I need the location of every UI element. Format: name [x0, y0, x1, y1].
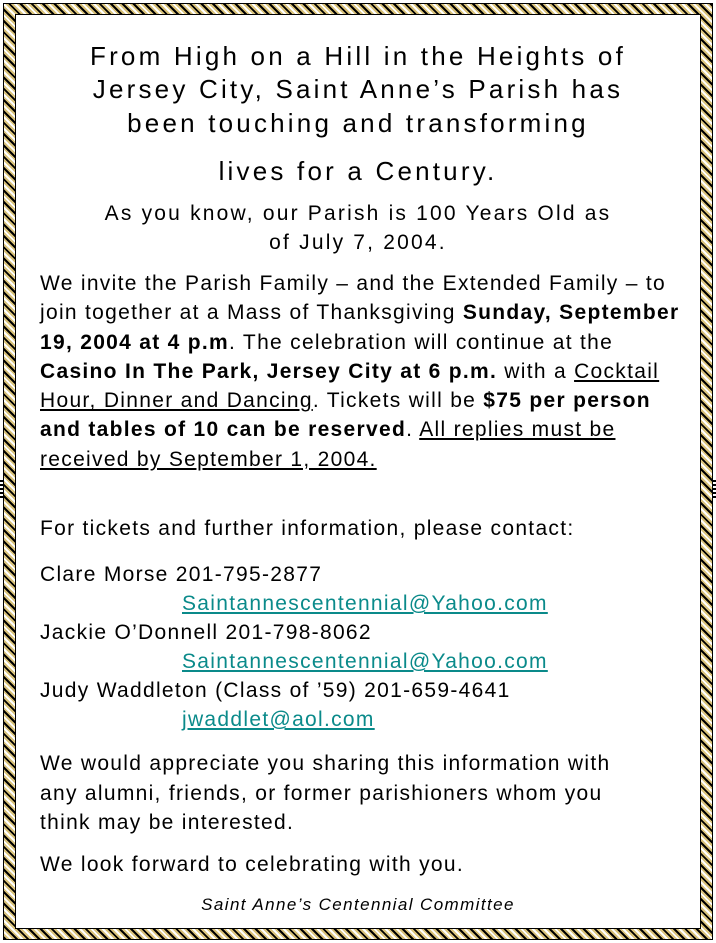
invitation-paragraph — [40, 269, 680, 474]
subhead-line-1: As you know, our Parish is 100 Years Old as — [104, 202, 612, 225]
closing-line: We look forward to celebrating with you. — [40, 853, 464, 876]
subhead-line-2: of July 7, 2004. — [269, 231, 447, 254]
invitation-intro: We invite the Parish Family – and the Extended Family – to join together at a Mass of Thanksgiving — [40, 272, 666, 325]
contact-2-email-link[interactable]: Saintannescentennial@Yahoo.com — [182, 650, 548, 673]
headline-line-4: lives for a Century. — [218, 156, 498, 186]
tickets-intro: . Tickets will be — [312, 389, 484, 413]
contact-1-email-link[interactable]: Saintannescentennial@Yahoo.com — [182, 592, 548, 615]
event-venue: Casino In The Park, Jersey City at 6 p.m. — [40, 359, 498, 383]
price-period: . — [406, 418, 420, 442]
event-activities: Cocktail Hour, Dinner and Dancing — [40, 359, 660, 413]
headline-line-2: Jersey City, Saint Anne’s Parish has — [92, 74, 624, 104]
headline-line-1: From High on a Hill in the Heights of — [89, 41, 627, 71]
reply-deadline: All replies must be received by September 1, 2004. — [40, 418, 616, 471]
committee-signoff: Saint Anne’s Centennial Committee — [201, 895, 515, 914]
contact-3-email-link[interactable]: jwaddlet@aol.com — [182, 708, 375, 731]
headline-line-3: been touching and transforming — [127, 108, 589, 138]
contact-2-name-phone: Jackie O’Donnell 201-798-8062 — [40, 621, 372, 644]
contact-3-name-phone: Judy Waddleton (Class of ’59) 201-659-4641 — [40, 679, 511, 702]
border-left-marker — [0, 480, 3, 498]
invitation-continue: . The celebration will continue at the — [229, 330, 614, 354]
event-date-time: Sunday, September 19, 2004 at 4 p.m — [40, 301, 680, 354]
contact-intro: For tickets and further information, please contact: — [40, 517, 575, 540]
ticket-price: $75 per person and tables of 10 can be reserved — [40, 389, 651, 442]
invitation-with: with a — [497, 359, 575, 383]
sharing-request: We would appreciate you sharing this information with any alumni, friends, or former parishioners whom you think may be interested. — [40, 752, 611, 834]
contact-1-name-phone: Clare Morse 201-795-2877 — [40, 563, 323, 586]
